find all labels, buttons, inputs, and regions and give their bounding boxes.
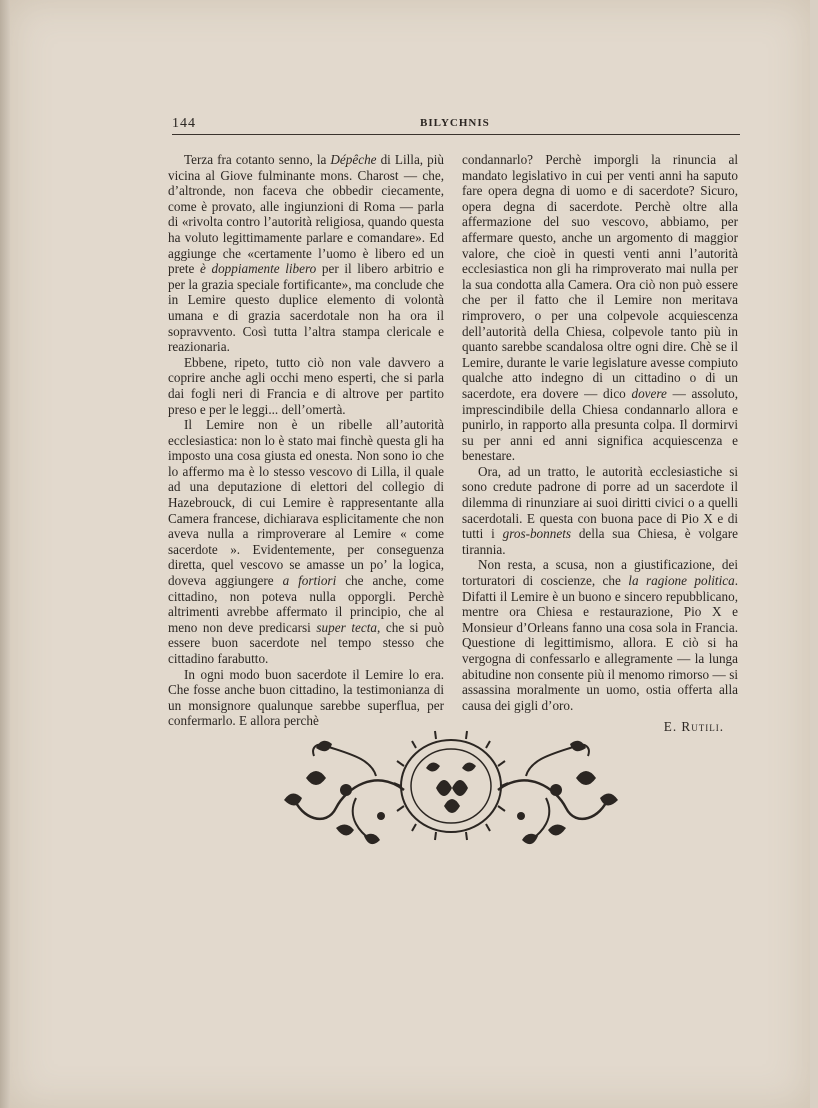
text-run: , che si può essere buon sacerdote nel tempo stesso che cittadino farabutto. xyxy=(168,619,444,666)
italic-text: gros-bonnets xyxy=(502,526,571,542)
text-run: di Lilla, più vicina al Giove fulminante mons. Charost — che, d’altronde, non faceva che obbedir ciecamente, come è provato, alle ingiunzioni di Roma — parla di «rivolta contro l’autorità religiosa, quando questa ha voluto legittimamente parlare e comandare». Ed aggiunge che «certamente l’uomo è libero ed un prete xyxy=(168,152,445,277)
page-number: 144 xyxy=(172,116,196,131)
italic-text: a fortiori xyxy=(282,573,337,589)
column-right xyxy=(462,152,738,735)
italic-text: è doppiamente libero xyxy=(200,261,317,277)
paragraph xyxy=(462,464,738,558)
paragraph xyxy=(462,557,738,713)
paragraph xyxy=(168,152,444,355)
text-run: per il libero arbitrio e per la grazia speciale fortificante», ma conclude che in Lemire questo duplice elemento di volontà umana e di grazia sacerdotale non ha ora il sopravvento. Così tutta l’altra stampa clericale e reazionaria. xyxy=(168,261,444,355)
paragraph: In ogni modo buon sacerdote il Lemire lo era. Che fosse anche buon cittadino, la testimonianza di un monsignore qualunque sarebbe superflua, per confermarlo. E allora perchè xyxy=(168,666,444,729)
text-run: Non resta, a scusa, non a giustificazione, dei torturatori di coscienze, che xyxy=(462,557,738,589)
header-rule xyxy=(172,134,740,135)
page-edge xyxy=(0,0,10,1108)
text-run: — assoluto, imprescindibile della Chiesa condannarlo allora e punirlo, in rapporto alla presunta colpa. Il dormirvi su per anni ed anni significa acquiescenza e benestare. xyxy=(462,385,738,464)
author-signature: E. Rutili. xyxy=(663,719,724,735)
text-run: Ora, ad un tratto, le autorità ecclesiastiche si sono credute padrone di porre ad un sacerdote il dilemma di rinunziare ai suoi diritti civici o a quelli sacerdotali. E questa con buona pace di Pio X e di tutti i xyxy=(462,463,738,542)
running-title: BILYCHNIS xyxy=(420,117,490,129)
floral-vine-ornament-icon xyxy=(276,728,626,858)
paragraph xyxy=(462,152,738,464)
text-run: che anche, come cittadino, non poteva nulla opporgli. Perchè altrimenti avrebbe affermato il principio, che al meno non deve predicarsi xyxy=(168,573,444,635)
paragraph: Ebbene, ripeto, tutto ciò non vale davvero a coprire anche agli occhi meno esperti, che si parla dai fogli neri di Francia e di altrove per partito preso e per le leggi... dell’omertà. xyxy=(168,354,444,417)
text-run: condannarlo? Perchè imporgli la rinuncia al mandato legislativo in cui per venti anni ha saputo fare opera degna di uomo e di sacerdote? Sicuro, opera degna di sacerdote. Perchè oltre alla affermazione del suo vescovo, abbiamo, per affermare questo, anche un argomento di maggior valore, che cioè in questi venti anni l’autorità ecclesiastica non gli ha rimproverato mai nulla per la sua condotta alla Camera. Ora ciò non può essere che per il fatto che il Lemire non meritava rimprovero, o per una colpevole acquiescenza dell’autorità della Chiesa, colpevole tanto più in quanto sarebbe scandalosa oltre ogni dire. Chè se il Lemire, durante le varie legislature avesse compiuto qualche atto indegno di un cittadino o di un sacerdote, era dovere — dico xyxy=(462,152,738,401)
italic-text: dovere xyxy=(631,385,667,401)
italic-text: la ragione politica xyxy=(628,573,735,589)
italic-text: Dépêche xyxy=(330,152,377,167)
text-run: . Difatti il Lemire è un buono e sincero repubblicano, mentre ora Chiesa e restaurazione, Pio X e Monsieur d’Orleans fanno una cosa sola in Francia. Questione di legittimismo, allora. E ciò si ha vergogna di confessarlo e allegramente — la lunga abitudine non consente più il menomo rimorso — si assassina moralmente un uomo, ostia offerta alla causa dei gigli d’oro. xyxy=(462,573,738,713)
paragraph xyxy=(168,417,444,667)
text-run: Il Lemire non è un ribelle all’autorità ecclesiastica: non lo è stato mai finchè questa gli ha imposto una cosa giusta ed onesta. Non sono io che lo affermo ma è lo stesso vescovo di Lilla, il quale ad una deputazione di elettori del collegio di Hazebrouck, di cui Lemire è rappresentante alla Camera francese, dichiarava esplicitamente che non aveva nulla a rimproverare al Lemire « come sacerdote ». Evidentemente, per conseguenza diretta, quel vescovo se amasse un po’ la logica, doveva aggiungere xyxy=(168,417,444,589)
text-run: della sua Chiesa, è volgare tirannia. xyxy=(462,526,739,557)
italic-text: super tecta xyxy=(316,619,377,635)
page-header xyxy=(158,116,738,136)
text-run: Terza fra cotanto senno, la xyxy=(184,152,331,167)
column-left xyxy=(168,152,444,729)
